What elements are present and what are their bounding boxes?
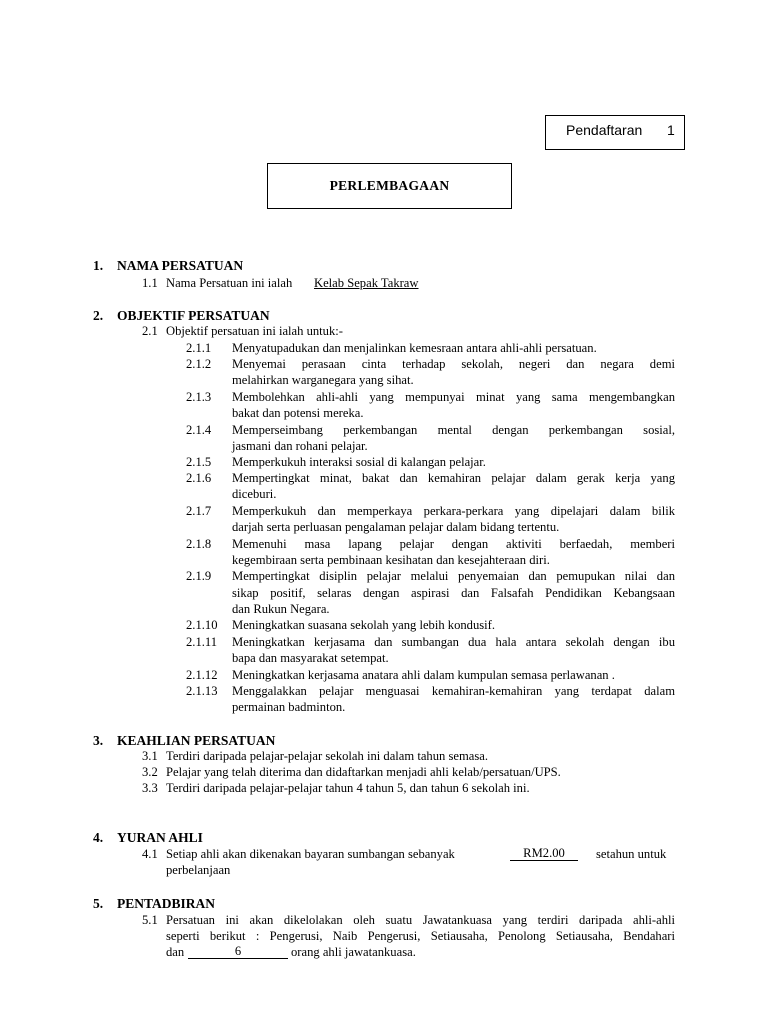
section-1-number: 1. [93,258,104,273]
item-3-number: 3.3 [142,781,158,795]
obj-text: Mempertingkat disiplin pelajar melalui penyemaian dan pemupukan nilai dan [232,569,675,583]
obj-text-cont: bapa dan masyarakat setempat. [232,651,389,665]
obj-text-cont: diceburi. [232,487,277,501]
item-3-number: 3.2 [142,765,158,779]
item-5-1-number: 5.1 [142,913,158,927]
obj-text-cont: kegembiraan serta pembinaan kesihatan dan kesejahteraan diri. [232,553,550,567]
obj-text: Memperseimbang perkembangan mental dengan perkembangan sosial, [232,423,675,437]
item-1-1-text: Nama Persatuan ini ialah [166,276,293,290]
obj-text-cont: melahirkan warganegara yang sihat. [232,373,414,387]
registration-label: Pendaftaran [566,122,643,138]
obj-text: Membolehkan ahli-ahli yang mempunyai minat yang sama mengembangkan [232,390,675,404]
section-2-number: 2. [93,308,104,323]
fee-amount-value: RM2.00 [510,847,578,861]
section-4-heading: YURAN AHLI [117,830,203,845]
obj-text-cont: sikap positif, selaras dengan aspirasi dan Falsafah Pendidikan Kebangsaan [232,586,675,600]
item-2-1-text: Objektif persatuan ini ialah untuk:- [166,324,343,338]
obj-text-cont: bakat dan potensi mereka. [232,406,364,420]
obj-text-cont: dan Rukun Negara. [232,602,330,616]
item-3-text: Terdiri daripada pelajar-pelajar tahun 4 tahun 5, dan tahun 6 sekolah ini. [166,781,530,795]
item-3-text: Pelajar yang telah diterima dan didaftarkan menjadi ahli kelab/persatuan/UPS. [166,765,561,779]
registration-number: 1 [667,122,675,138]
section-4-number: 4. [93,830,104,845]
item-2-1-number: 2.1 [142,324,158,338]
item-4-1-number: 4.1 [142,847,158,861]
document-title: PERLEMBAGAAN [267,163,512,209]
obj-text: Memperkukuh interaksi sosial di kalangan pelajar. [232,455,486,469]
item-5-1-text-cont: seperti berikut : Pengerusi, Naib Pengerusi, Setiausaha, Penolong Setiausaha, Bendahari [166,929,675,943]
section-3-heading: KEAHLIAN PERSATUAN [117,733,276,748]
section-2-heading: OBJEKTIF PERSATUAN [117,308,270,323]
obj-num: 2.1.2 [186,357,212,371]
obj-num: 2.1.1 [186,341,212,355]
obj-num: 2.1.11 [186,635,218,649]
section-5-heading: PENTADBIRAN [117,896,216,911]
obj-text: Menyatupadukan dan menjalinkan kemesraan antara ahli-ahli persatuan. [232,341,597,355]
obj-text: Memperkukuh dan memperkaya perkara-perkara yang dipelajari dalam bilik [232,504,675,518]
section-3-number: 3. [93,733,104,748]
obj-text-cont: darjah serta perluasan pengalaman pelajar dalam bidang tertentu. [232,520,560,534]
obj-num: 2.1.9 [186,569,212,583]
obj-num: 2.1.10 [186,618,218,632]
obj-text: Meningkatkan suasana sekolah yang lebih kondusif. [232,618,496,632]
committee-count-value: 6 [188,945,288,959]
obj-text: Memenuhi masa lapang pelajar dengan aktiviti berfaedah, memberi [232,537,675,551]
obj-num: 2.1.12 [186,668,218,682]
obj-text: Meningkatkan kerjasama dan sumbangan dua hala antara sekolah dengan ibu [232,635,675,649]
section-5-number: 5. [93,896,104,911]
obj-text: Meningkatkan kerjasama anatara ahli dalam kumpulan semasa perlawanan . [232,668,615,682]
item-5-1-text-start: dan [166,945,185,959]
obj-num: 2.1.7 [186,504,212,518]
obj-text-cont: jasmani dan rohani pelajar. [232,439,368,453]
item-3-text: Terdiri daripada pelajar-pelajar sekolah ini dalam tahun semasa. [166,749,488,763]
item-5-1-text: Persatuan ini akan dikelolakan oleh suatu Jawatankuasa yang terdiri daripada ahli-ahli [166,913,675,927]
association-name-value: Kelab Sepak Takraw [314,276,419,290]
item-4-1-text-end: setahun untuk [596,847,667,861]
registration-box [545,115,685,150]
item-4-1-text-cont: perbelanjaan [166,863,231,877]
obj-num: 2.1.8 [186,537,212,551]
obj-text-cont: permainan badminton. [232,700,346,714]
obj-num: 2.1.13 [186,684,218,698]
item-5-1-text-end: orang ahli jawatankuasa. [291,945,416,959]
item-3-number: 3.1 [142,749,158,763]
obj-text: Menggalakkan pelajar menguasai kemahiran-kemahiran yang terdapat dalam [232,684,675,698]
section-1-heading: NAMA PERSATUAN [117,258,244,273]
obj-text: Menyemai perasaan cinta terhadap sekolah, negeri dan negara demi [232,357,675,371]
obj-text: Mempertingkat minat, bakat dan kemahiran pelajar dalam gerak kerja yang [232,471,675,485]
obj-num: 2.1.5 [186,455,212,469]
item-1-1-number: 1.1 [142,276,158,290]
obj-num: 2.1.6 [186,471,212,485]
obj-num: 2.1.3 [186,390,212,404]
obj-num: 2.1.4 [186,423,212,437]
item-4-1-text: Setiap ahli akan dikenakan bayaran sumbangan sebanyak [166,847,455,861]
